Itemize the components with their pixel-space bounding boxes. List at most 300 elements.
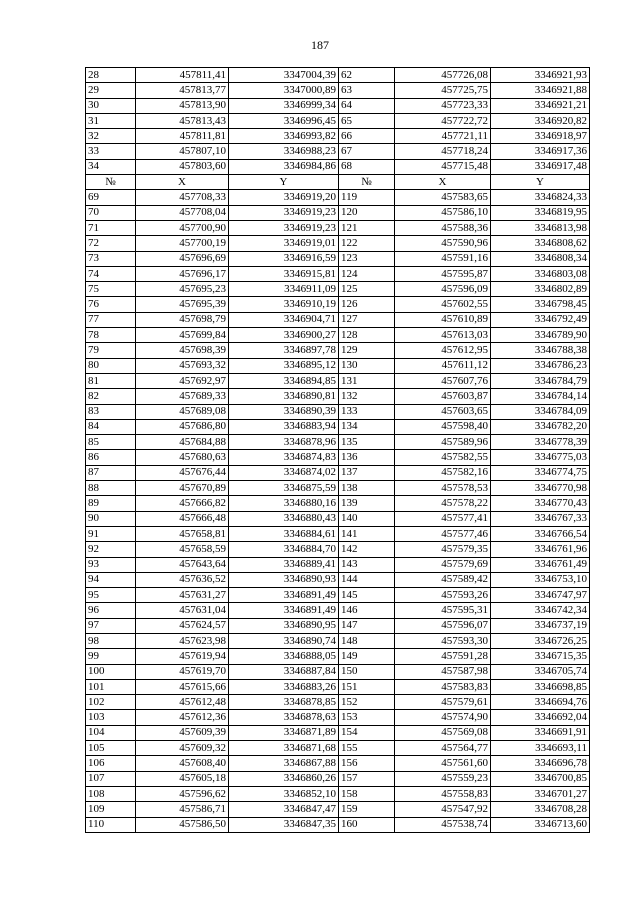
y-coordinate-cell: 3346921,93 bbox=[491, 68, 590, 83]
y-coordinate-cell: 3346867,88 bbox=[229, 756, 339, 771]
x-coordinate-cell: 457693,32 bbox=[136, 358, 229, 373]
point-number-cell: 149 bbox=[339, 649, 395, 664]
x-coordinate-cell: 457698,39 bbox=[136, 343, 229, 358]
x-coordinate-cell: 457680,63 bbox=[136, 450, 229, 465]
y-coordinate-cell: 3346921,88 bbox=[491, 83, 590, 98]
y-coordinate-cell: 3346891,49 bbox=[229, 603, 339, 618]
table-row bbox=[86, 481, 590, 496]
y-coordinate-cell: 3346786,23 bbox=[491, 358, 590, 373]
table-row bbox=[86, 98, 590, 113]
y-coordinate-cell: 3346691,91 bbox=[491, 725, 590, 740]
x-coordinate-cell: 457595,31 bbox=[395, 603, 491, 618]
point-number-cell: 140 bbox=[339, 511, 395, 526]
point-number-cell: 153 bbox=[339, 710, 395, 725]
y-header: Y bbox=[229, 175, 339, 190]
y-coordinate-cell: 3346889,41 bbox=[229, 557, 339, 572]
x-coordinate-cell: 457619,94 bbox=[136, 649, 229, 664]
table-row bbox=[86, 756, 590, 771]
point-number-cell: 94 bbox=[86, 572, 136, 587]
point-number-cell: 158 bbox=[339, 786, 395, 801]
y-coordinate-cell: 3346880,16 bbox=[229, 496, 339, 511]
y-coordinate-cell: 3346808,34 bbox=[491, 251, 590, 266]
point-number-cell: 97 bbox=[86, 618, 136, 633]
y-coordinate-cell: 3347004,39 bbox=[229, 68, 339, 83]
point-number-cell: 124 bbox=[339, 266, 395, 281]
x-coordinate-cell: 457676,44 bbox=[136, 465, 229, 480]
point-number-cell: 123 bbox=[339, 251, 395, 266]
x-coordinate-cell: 457700,19 bbox=[136, 236, 229, 251]
point-number-cell: 157 bbox=[339, 771, 395, 786]
y-coordinate-cell: 3346784,14 bbox=[491, 389, 590, 404]
point-number-cell: 101 bbox=[86, 679, 136, 694]
y-coordinate-cell: 3346890,95 bbox=[229, 618, 339, 633]
point-number-cell: 110 bbox=[86, 817, 136, 832]
x-coordinate-cell: 457579,35 bbox=[395, 542, 491, 557]
x-coordinate-cell: 457574,90 bbox=[395, 710, 491, 725]
x-coordinate-cell: 457700,90 bbox=[136, 220, 229, 235]
point-number-cell: 66 bbox=[339, 129, 395, 144]
point-number-cell: 145 bbox=[339, 588, 395, 603]
point-number-cell: 73 bbox=[86, 251, 136, 266]
x-coordinate-cell: 457689,08 bbox=[136, 404, 229, 419]
point-number-cell: 100 bbox=[86, 664, 136, 679]
y-coordinate-cell: 3346993,82 bbox=[229, 129, 339, 144]
y-coordinate-cell: 3346883,94 bbox=[229, 419, 339, 434]
point-number-cell: 144 bbox=[339, 572, 395, 587]
page-number: 187 bbox=[311, 38, 329, 52]
point-number-cell: 95 bbox=[86, 588, 136, 603]
x-coordinate-cell: 457643,64 bbox=[136, 557, 229, 572]
point-number-cell: 74 bbox=[86, 266, 136, 281]
point-number-cell: 93 bbox=[86, 557, 136, 572]
x-coordinate-cell: 457595,87 bbox=[395, 266, 491, 281]
table-row bbox=[86, 542, 590, 557]
table-row bbox=[86, 771, 590, 786]
x-coordinate-cell: 457609,39 bbox=[136, 725, 229, 740]
point-number-cell: 125 bbox=[339, 282, 395, 297]
point-number-cell: 129 bbox=[339, 343, 395, 358]
y-coordinate-cell: 3346917,48 bbox=[491, 159, 590, 174]
y-coordinate-cell: 3346878,85 bbox=[229, 695, 339, 710]
y-coordinate-cell: 3346852,10 bbox=[229, 786, 339, 801]
x-coordinate-cell: 457609,32 bbox=[136, 741, 229, 756]
x-coordinate-cell: 457612,48 bbox=[136, 695, 229, 710]
y-coordinate-cell: 3346915,81 bbox=[229, 266, 339, 281]
x-coordinate-cell: 457813,77 bbox=[136, 83, 229, 98]
y-coordinate-cell: 3346737,19 bbox=[491, 618, 590, 633]
point-number-cell: 137 bbox=[339, 465, 395, 480]
table-row bbox=[86, 496, 590, 511]
y-coordinate-cell: 3346692,04 bbox=[491, 710, 590, 725]
y-coordinate-cell: 3346798,45 bbox=[491, 297, 590, 312]
y-coordinate-cell: 3346808,62 bbox=[491, 236, 590, 251]
point-number-cell: 81 bbox=[86, 373, 136, 388]
x-coordinate-cell: 457615,66 bbox=[136, 679, 229, 694]
point-number-cell: 67 bbox=[339, 144, 395, 159]
y-coordinate-cell: 3346802,89 bbox=[491, 282, 590, 297]
x-coordinate-cell: 457623,98 bbox=[136, 633, 229, 648]
y-coordinate-cell: 3346747,97 bbox=[491, 588, 590, 603]
x-coordinate-cell: 457596,07 bbox=[395, 618, 491, 633]
y-coordinate-cell: 3346819,95 bbox=[491, 205, 590, 220]
y-coordinate-cell: 3346726,25 bbox=[491, 633, 590, 648]
x-coordinate-cell: 457699,84 bbox=[136, 328, 229, 343]
x-coordinate-cell: 457603,87 bbox=[395, 389, 491, 404]
x-coordinate-cell: 457582,55 bbox=[395, 450, 491, 465]
x-coordinate-cell: 457583,83 bbox=[395, 679, 491, 694]
point-number-cell: 155 bbox=[339, 741, 395, 756]
point-number-cell: 146 bbox=[339, 603, 395, 618]
y-coordinate-cell: 3346708,28 bbox=[491, 802, 590, 817]
y-coordinate-cell: 3346920,82 bbox=[491, 113, 590, 128]
x-coordinate-cell: 457593,26 bbox=[395, 588, 491, 603]
y-coordinate-cell: 3346919,23 bbox=[229, 220, 339, 235]
table-row bbox=[86, 328, 590, 343]
x-coordinate-cell: 457726,08 bbox=[395, 68, 491, 83]
y-header: Y bbox=[491, 175, 590, 190]
point-number-cell: 77 bbox=[86, 312, 136, 327]
point-number-cell: 68 bbox=[339, 159, 395, 174]
point-number-cell: 128 bbox=[339, 328, 395, 343]
table-row bbox=[86, 817, 590, 832]
y-coordinate-cell: 3346888,05 bbox=[229, 649, 339, 664]
point-number-cell: 105 bbox=[86, 741, 136, 756]
point-number-cell: 99 bbox=[86, 649, 136, 664]
table-row bbox=[86, 83, 590, 98]
table-header-row bbox=[86, 175, 590, 190]
y-coordinate-cell: 3346919,01 bbox=[229, 236, 339, 251]
point-number-cell: 135 bbox=[339, 435, 395, 450]
x-coordinate-cell: 457722,72 bbox=[395, 113, 491, 128]
x-coordinate-cell: 457578,53 bbox=[395, 481, 491, 496]
point-number-cell: 126 bbox=[339, 297, 395, 312]
point-number-cell: 138 bbox=[339, 481, 395, 496]
x-coordinate-cell: 457666,48 bbox=[136, 511, 229, 526]
table-row bbox=[86, 144, 590, 159]
y-coordinate-cell: 3346696,78 bbox=[491, 756, 590, 771]
x-coordinate-cell: 457602,55 bbox=[395, 297, 491, 312]
y-coordinate-cell: 3346897,78 bbox=[229, 343, 339, 358]
table-row bbox=[86, 220, 590, 235]
point-number-cell: 148 bbox=[339, 633, 395, 648]
y-coordinate-cell: 3346767,33 bbox=[491, 511, 590, 526]
x-coordinate-cell: 457813,90 bbox=[136, 98, 229, 113]
y-coordinate-cell: 3346770,43 bbox=[491, 496, 590, 511]
y-coordinate-cell: 3346860,26 bbox=[229, 771, 339, 786]
table-row bbox=[86, 695, 590, 710]
table-row bbox=[86, 572, 590, 587]
y-coordinate-cell: 3346693,11 bbox=[491, 741, 590, 756]
point-number-cell: 152 bbox=[339, 695, 395, 710]
table-row bbox=[86, 649, 590, 664]
x-coordinate-cell: 457547,92 bbox=[395, 802, 491, 817]
point-number-cell: 119 bbox=[339, 190, 395, 205]
table-row bbox=[86, 802, 590, 817]
point-number-cell: 142 bbox=[339, 542, 395, 557]
table-row bbox=[86, 159, 590, 174]
x-coordinate-cell: 457577,41 bbox=[395, 511, 491, 526]
x-coordinate-cell: 457684,88 bbox=[136, 435, 229, 450]
x-coordinate-cell: 457695,39 bbox=[136, 297, 229, 312]
point-number-cell: 96 bbox=[86, 603, 136, 618]
y-coordinate-cell: 3346871,89 bbox=[229, 725, 339, 740]
point-number-cell: 156 bbox=[339, 756, 395, 771]
x-coordinate-cell: 457721,11 bbox=[395, 129, 491, 144]
x-coordinate-cell: 457807,10 bbox=[136, 144, 229, 159]
point-number-cell: 98 bbox=[86, 633, 136, 648]
y-coordinate-cell: 3346988,23 bbox=[229, 144, 339, 159]
x-coordinate-cell: 457590,96 bbox=[395, 236, 491, 251]
table-row bbox=[86, 435, 590, 450]
x-coordinate-cell: 457591,28 bbox=[395, 649, 491, 664]
y-coordinate-cell: 3346784,79 bbox=[491, 373, 590, 388]
table-row bbox=[86, 297, 590, 312]
table-row bbox=[86, 618, 590, 633]
table-row bbox=[86, 373, 590, 388]
point-number-cell: 72 bbox=[86, 236, 136, 251]
x-coordinate-cell: 457586,71 bbox=[136, 802, 229, 817]
y-coordinate-cell: 3346713,60 bbox=[491, 817, 590, 832]
x-coordinate-cell: 457658,59 bbox=[136, 542, 229, 557]
y-coordinate-cell: 3346694,76 bbox=[491, 695, 590, 710]
x-coordinate-cell: 457612,95 bbox=[395, 343, 491, 358]
y-coordinate-cell: 3346874,02 bbox=[229, 465, 339, 480]
y-coordinate-cell: 3346894,85 bbox=[229, 373, 339, 388]
x-coordinate-cell: 457725,75 bbox=[395, 83, 491, 98]
table-row bbox=[86, 68, 590, 83]
point-number-cell: 160 bbox=[339, 817, 395, 832]
y-coordinate-cell: 3346984,86 bbox=[229, 159, 339, 174]
point-number-cell: 32 bbox=[86, 129, 136, 144]
y-coordinate-cell: 3346766,54 bbox=[491, 526, 590, 541]
point-number-cell: 76 bbox=[86, 297, 136, 312]
x-coordinate-cell: 457589,96 bbox=[395, 435, 491, 450]
y-coordinate-cell: 3346917,36 bbox=[491, 144, 590, 159]
coordinates-table bbox=[85, 67, 590, 833]
y-coordinate-cell: 3346890,74 bbox=[229, 633, 339, 648]
table-row bbox=[86, 129, 590, 144]
point-number-cell: 108 bbox=[86, 786, 136, 801]
x-coordinate-cell: 457666,82 bbox=[136, 496, 229, 511]
table-row bbox=[86, 190, 590, 205]
y-coordinate-cell: 3346875,59 bbox=[229, 481, 339, 496]
y-coordinate-cell: 3347000,89 bbox=[229, 83, 339, 98]
x-coordinate-cell: 457811,81 bbox=[136, 129, 229, 144]
y-coordinate-cell: 3346742,34 bbox=[491, 603, 590, 618]
x-coordinate-cell: 457558,83 bbox=[395, 786, 491, 801]
point-number-cell: 85 bbox=[86, 435, 136, 450]
x-coordinate-cell: 457607,76 bbox=[395, 373, 491, 388]
x-coordinate-cell: 457610,89 bbox=[395, 312, 491, 327]
x-coordinate-cell: 457619,70 bbox=[136, 664, 229, 679]
point-number-cell: 132 bbox=[339, 389, 395, 404]
point-number-cell: 83 bbox=[86, 404, 136, 419]
point-number-cell: 70 bbox=[86, 205, 136, 220]
table-row bbox=[86, 419, 590, 434]
point-number-cell: 34 bbox=[86, 159, 136, 174]
point-number-cell: 133 bbox=[339, 404, 395, 419]
point-number-cell: 63 bbox=[339, 83, 395, 98]
y-coordinate-cell: 3346904,71 bbox=[229, 312, 339, 327]
x-coordinate-cell: 457624,57 bbox=[136, 618, 229, 633]
number-header: № bbox=[339, 175, 395, 190]
y-coordinate-cell: 3346880,43 bbox=[229, 511, 339, 526]
table-row bbox=[86, 266, 590, 281]
y-coordinate-cell: 3346770,98 bbox=[491, 481, 590, 496]
table-row bbox=[86, 450, 590, 465]
point-number-cell: 104 bbox=[86, 725, 136, 740]
x-coordinate-cell: 457583,65 bbox=[395, 190, 491, 205]
x-coordinate-cell: 457698,79 bbox=[136, 312, 229, 327]
table-row bbox=[86, 526, 590, 541]
point-number-cell: 136 bbox=[339, 450, 395, 465]
x-coordinate-cell: 457596,62 bbox=[136, 786, 229, 801]
x-coordinate-cell: 457686,80 bbox=[136, 419, 229, 434]
x-coordinate-cell: 457811,41 bbox=[136, 68, 229, 83]
y-coordinate-cell: 3346919,23 bbox=[229, 205, 339, 220]
point-number-cell: 159 bbox=[339, 802, 395, 817]
y-coordinate-cell: 3346784,09 bbox=[491, 404, 590, 419]
y-coordinate-cell: 3346782,20 bbox=[491, 419, 590, 434]
y-coordinate-cell: 3346705,74 bbox=[491, 664, 590, 679]
table-row bbox=[86, 786, 590, 801]
point-number-cell: 69 bbox=[86, 190, 136, 205]
point-number-cell: 147 bbox=[339, 618, 395, 633]
table-row bbox=[86, 236, 590, 251]
table-row bbox=[86, 113, 590, 128]
y-coordinate-cell: 3346900,27 bbox=[229, 328, 339, 343]
table-row bbox=[86, 588, 590, 603]
point-number-cell: 106 bbox=[86, 756, 136, 771]
x-coordinate-cell: 457715,48 bbox=[395, 159, 491, 174]
table-row bbox=[86, 710, 590, 725]
x-coordinate-cell: 457708,04 bbox=[136, 205, 229, 220]
x-coordinate-cell: 457696,69 bbox=[136, 251, 229, 266]
x-coordinate-cell: 457596,09 bbox=[395, 282, 491, 297]
point-number-cell: 141 bbox=[339, 526, 395, 541]
y-coordinate-cell: 3346753,10 bbox=[491, 572, 590, 587]
point-number-cell: 28 bbox=[86, 68, 136, 83]
y-coordinate-cell: 3346761,96 bbox=[491, 542, 590, 557]
y-coordinate-cell: 3346774,75 bbox=[491, 465, 590, 480]
x-coordinate-cell: 457561,60 bbox=[395, 756, 491, 771]
point-number-cell: 122 bbox=[339, 236, 395, 251]
x-coordinate-cell: 457582,16 bbox=[395, 465, 491, 480]
y-coordinate-cell: 3346847,35 bbox=[229, 817, 339, 832]
y-coordinate-cell: 3346884,70 bbox=[229, 542, 339, 557]
x-coordinate-cell: 457813,43 bbox=[136, 113, 229, 128]
x-header: X bbox=[395, 175, 491, 190]
point-number-cell: 103 bbox=[86, 710, 136, 725]
point-number-cell: 102 bbox=[86, 695, 136, 710]
x-coordinate-cell: 457564,77 bbox=[395, 741, 491, 756]
y-coordinate-cell: 3346792,49 bbox=[491, 312, 590, 327]
table-row bbox=[86, 679, 590, 694]
x-coordinate-cell: 457612,36 bbox=[136, 710, 229, 725]
y-coordinate-cell: 3346878,96 bbox=[229, 435, 339, 450]
y-coordinate-cell: 3346911,09 bbox=[229, 282, 339, 297]
table-row bbox=[86, 465, 590, 480]
y-coordinate-cell: 3346700,85 bbox=[491, 771, 590, 786]
point-number-cell: 151 bbox=[339, 679, 395, 694]
y-coordinate-cell: 3346778,39 bbox=[491, 435, 590, 450]
table-row bbox=[86, 664, 590, 679]
y-coordinate-cell: 3346890,81 bbox=[229, 389, 339, 404]
x-coordinate-cell: 457718,24 bbox=[395, 144, 491, 159]
point-number-cell: 80 bbox=[86, 358, 136, 373]
y-coordinate-cell: 3346891,49 bbox=[229, 588, 339, 603]
point-number-cell: 84 bbox=[86, 419, 136, 434]
x-coordinate-cell: 457598,40 bbox=[395, 419, 491, 434]
table-row bbox=[86, 312, 590, 327]
y-coordinate-cell: 3346803,08 bbox=[491, 266, 590, 281]
x-coordinate-cell: 457692,97 bbox=[136, 373, 229, 388]
table-row bbox=[86, 725, 590, 740]
point-number-cell: 109 bbox=[86, 802, 136, 817]
point-number-cell: 87 bbox=[86, 465, 136, 480]
x-coordinate-cell: 457723,33 bbox=[395, 98, 491, 113]
table-row bbox=[86, 404, 590, 419]
y-coordinate-cell: 3346761,49 bbox=[491, 557, 590, 572]
y-coordinate-cell: 3346698,85 bbox=[491, 679, 590, 694]
y-coordinate-cell: 3346910,19 bbox=[229, 297, 339, 312]
table-row bbox=[86, 251, 590, 266]
point-number-cell: 107 bbox=[86, 771, 136, 786]
x-coordinate-cell: 457577,46 bbox=[395, 526, 491, 541]
y-coordinate-cell: 3346918,97 bbox=[491, 129, 590, 144]
y-coordinate-cell: 3346789,90 bbox=[491, 328, 590, 343]
point-number-cell: 33 bbox=[86, 144, 136, 159]
point-number-cell: 31 bbox=[86, 113, 136, 128]
x-coordinate-cell: 457636,52 bbox=[136, 572, 229, 587]
point-number-cell: 30 bbox=[86, 98, 136, 113]
point-number-cell: 130 bbox=[339, 358, 395, 373]
x-coordinate-cell: 457586,10 bbox=[395, 205, 491, 220]
y-coordinate-cell: 3346788,38 bbox=[491, 343, 590, 358]
x-coordinate-cell: 457689,33 bbox=[136, 389, 229, 404]
point-number-cell: 92 bbox=[86, 542, 136, 557]
y-coordinate-cell: 3346895,12 bbox=[229, 358, 339, 373]
x-coordinate-cell: 457803,60 bbox=[136, 159, 229, 174]
y-coordinate-cell: 3346890,93 bbox=[229, 572, 339, 587]
table-row bbox=[86, 343, 590, 358]
x-coordinate-cell: 457611,12 bbox=[395, 358, 491, 373]
point-number-cell: 86 bbox=[86, 450, 136, 465]
y-coordinate-cell: 3346847,47 bbox=[229, 802, 339, 817]
y-coordinate-cell: 3346884,61 bbox=[229, 526, 339, 541]
x-header: X bbox=[136, 175, 229, 190]
x-coordinate-cell: 457569,08 bbox=[395, 725, 491, 740]
y-coordinate-cell: 3346715,35 bbox=[491, 649, 590, 664]
x-coordinate-cell: 457538,74 bbox=[395, 817, 491, 832]
number-header: № bbox=[86, 175, 136, 190]
y-coordinate-cell: 3346887,84 bbox=[229, 664, 339, 679]
point-number-cell: 65 bbox=[339, 113, 395, 128]
point-number-cell: 143 bbox=[339, 557, 395, 572]
point-number-cell: 71 bbox=[86, 220, 136, 235]
x-coordinate-cell: 457591,16 bbox=[395, 251, 491, 266]
x-coordinate-cell: 457613,03 bbox=[395, 328, 491, 343]
point-number-cell: 64 bbox=[339, 98, 395, 113]
y-coordinate-cell: 3346919,20 bbox=[229, 190, 339, 205]
y-coordinate-cell: 3346813,98 bbox=[491, 220, 590, 235]
x-coordinate-cell: 457631,04 bbox=[136, 603, 229, 618]
y-coordinate-cell: 3346871,68 bbox=[229, 741, 339, 756]
table-row bbox=[86, 389, 590, 404]
x-coordinate-cell: 457605,18 bbox=[136, 771, 229, 786]
x-coordinate-cell: 457593,30 bbox=[395, 633, 491, 648]
point-number-cell: 139 bbox=[339, 496, 395, 511]
